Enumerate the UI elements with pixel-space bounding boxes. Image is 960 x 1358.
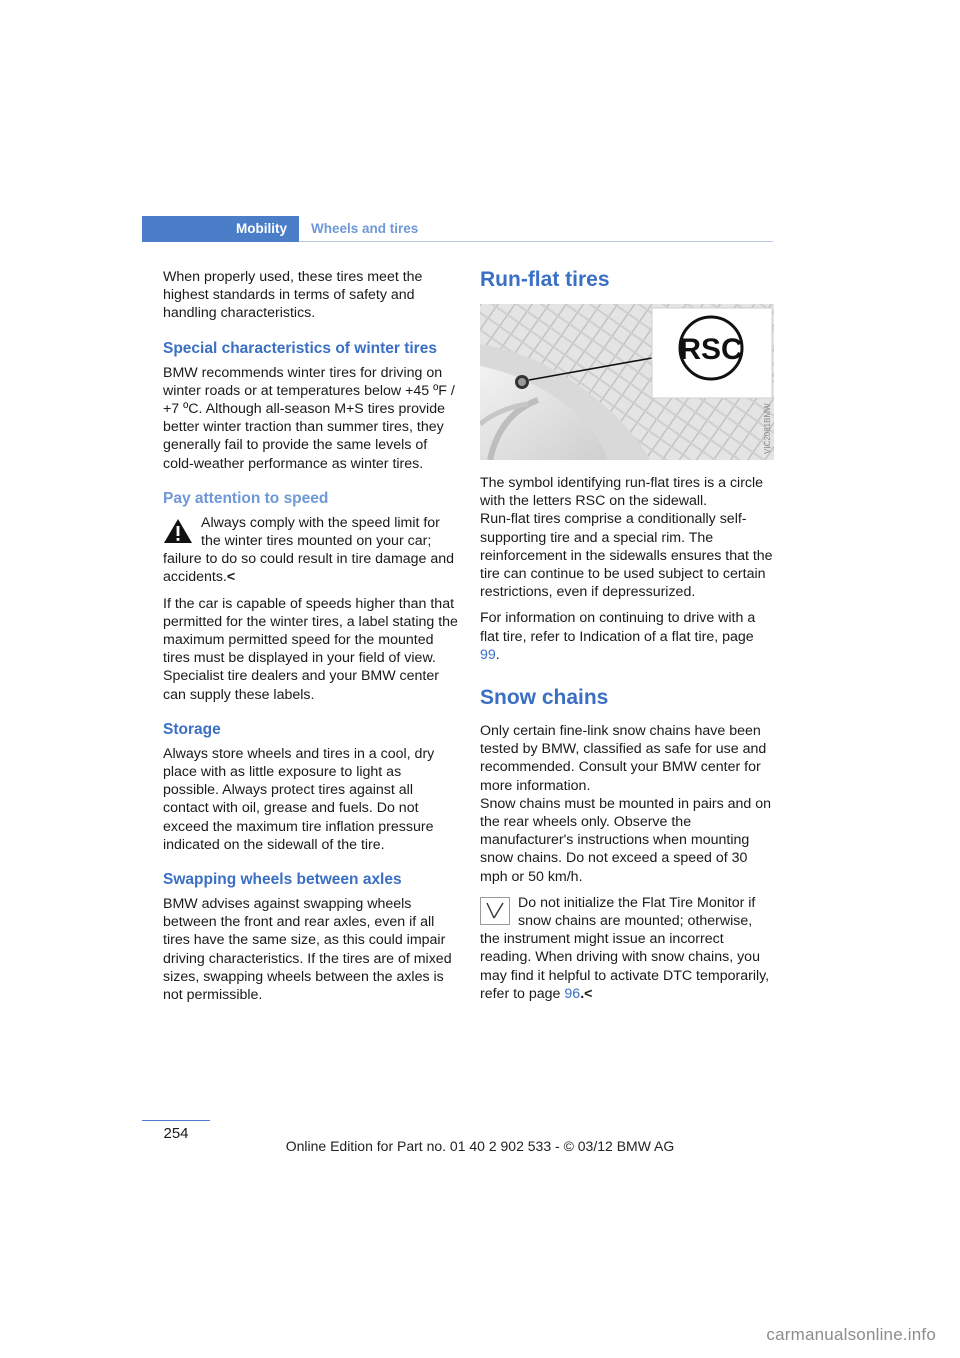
tire-illustration	[480, 304, 774, 460]
chains-note-rest: instrument might issue an incorrect reading. When driving with snow chains, you may find it helpful to activate DTC temporarily, refer to page	[480, 931, 770, 1002]
chains-paragraph-1: Only certain fine-link snow chains have been tested by BMW, classified as safe for use and recommended. Consult your BMW center for more information. Snow chains must be mounted in pairs and on the rear wheels only. Observe the manufacturer's instructions when mounting snow chains. Do not exceed a speed of 30 mph or 50 km/h.	[480, 723, 772, 885]
page-number: 254	[163, 1125, 189, 1142]
speed-heading: Pay attention to speed	[163, 489, 329, 507]
rsc-symbol-text: RSC	[679, 333, 743, 366]
page-link-96[interactable]: 96	[564, 985, 581, 1002]
right-column	[480, 268, 774, 1011]
chapter-label: Mobility	[236, 221, 287, 236]
end-marker: <	[226, 569, 236, 586]
runflat-tire-figure	[480, 304, 774, 460]
intro-paragraph: When properly used, these tires meet the highest standards in terms of safety and handling characteristics.	[163, 269, 423, 322]
chains-note	[480, 894, 774, 1003]
storage-heading: Storage	[163, 720, 221, 738]
chapter-tab	[142, 216, 299, 242]
swap-paragraph: BMW advises against swapping wheels between the front and rear axles, even if all tires have the same size, as this could impair driving characteristics. If the tires are of mixed sizes, swapping wheels between the axles is not permissible.	[163, 896, 452, 1004]
edition-footer: Online Edition for Part no. 01 40 2 902 533 - © 03/12 BMW AG	[285, 1138, 675, 1154]
warning-icon	[163, 517, 193, 545]
speed-warning-first: Always comply with the speed limit for the winter tires mounted on your car; failure	[163, 514, 440, 568]
runflat-paragraph-3: For information on continuing to drive with a flat tire, refer to Indication of a flat tire, page 99.	[480, 610, 756, 663]
runflat-heading: Run-flat tires	[480, 268, 610, 291]
winter-paragraph: BMW recommends winter tires for driving on winter roads or at temperatures below +45 ºF / +7 ºC. Although all-season M+S tires provide better winter traction than summer tires, they generally fail to provide the same levels of cold-weather performance as winter tires.	[163, 364, 455, 472]
speed-paragraph: If the car is capable of speeds higher than that permitted for the winter tires, a label stating the maximum permitted speed for the mounted tires must be displayed in your field of view. Specialist tire dealers and your BMW center can supply these labels.	[163, 595, 458, 703]
storage-paragraph: Always store wheels and tires in a cool, dry place with as little exposure to light as possible. Always protect tires against all contact with oil, grease and fuels. Do not exceed the maximum tire inflation pressure indicated on the sidewall of the tire.	[163, 745, 435, 853]
winter-heading: Special characteristics of winter tires	[163, 339, 437, 357]
chains-note-first: Do not initialize the Flat Tire Monitor if snow chains are mounted; otherwise, the	[480, 894, 756, 948]
speed-warning-note	[163, 514, 460, 587]
header-rule	[299, 241, 773, 242]
page-number-rule	[142, 1120, 210, 1121]
runflat-paragraph-1: The symbol identifying run-flat tires is a circle with the letters RSC on the sidewall. Run-flat tires comprise a conditionally self-supporting tire and a special rim. The reinforcement in the sidewalls ensures that the tire can continue to be used subject to certain restrictions, even if depressurized.	[480, 475, 773, 601]
left-column	[163, 268, 460, 1012]
section-label: Wheels and tires	[311, 221, 419, 236]
note-icon	[480, 897, 510, 925]
page-link-99[interactable]: 99	[480, 646, 496, 663]
chains-end-marker: .<	[580, 985, 593, 1002]
figure-code: VIC2081BMW	[763, 403, 772, 454]
speed-warning-rest: to do so could result in tire damage and accidents.	[163, 551, 455, 586]
watermark: carmanualsonline.info	[766, 1325, 936, 1344]
swap-heading: Swapping wheels between axles	[163, 871, 402, 889]
chains-heading: Snow chains	[480, 686, 609, 710]
